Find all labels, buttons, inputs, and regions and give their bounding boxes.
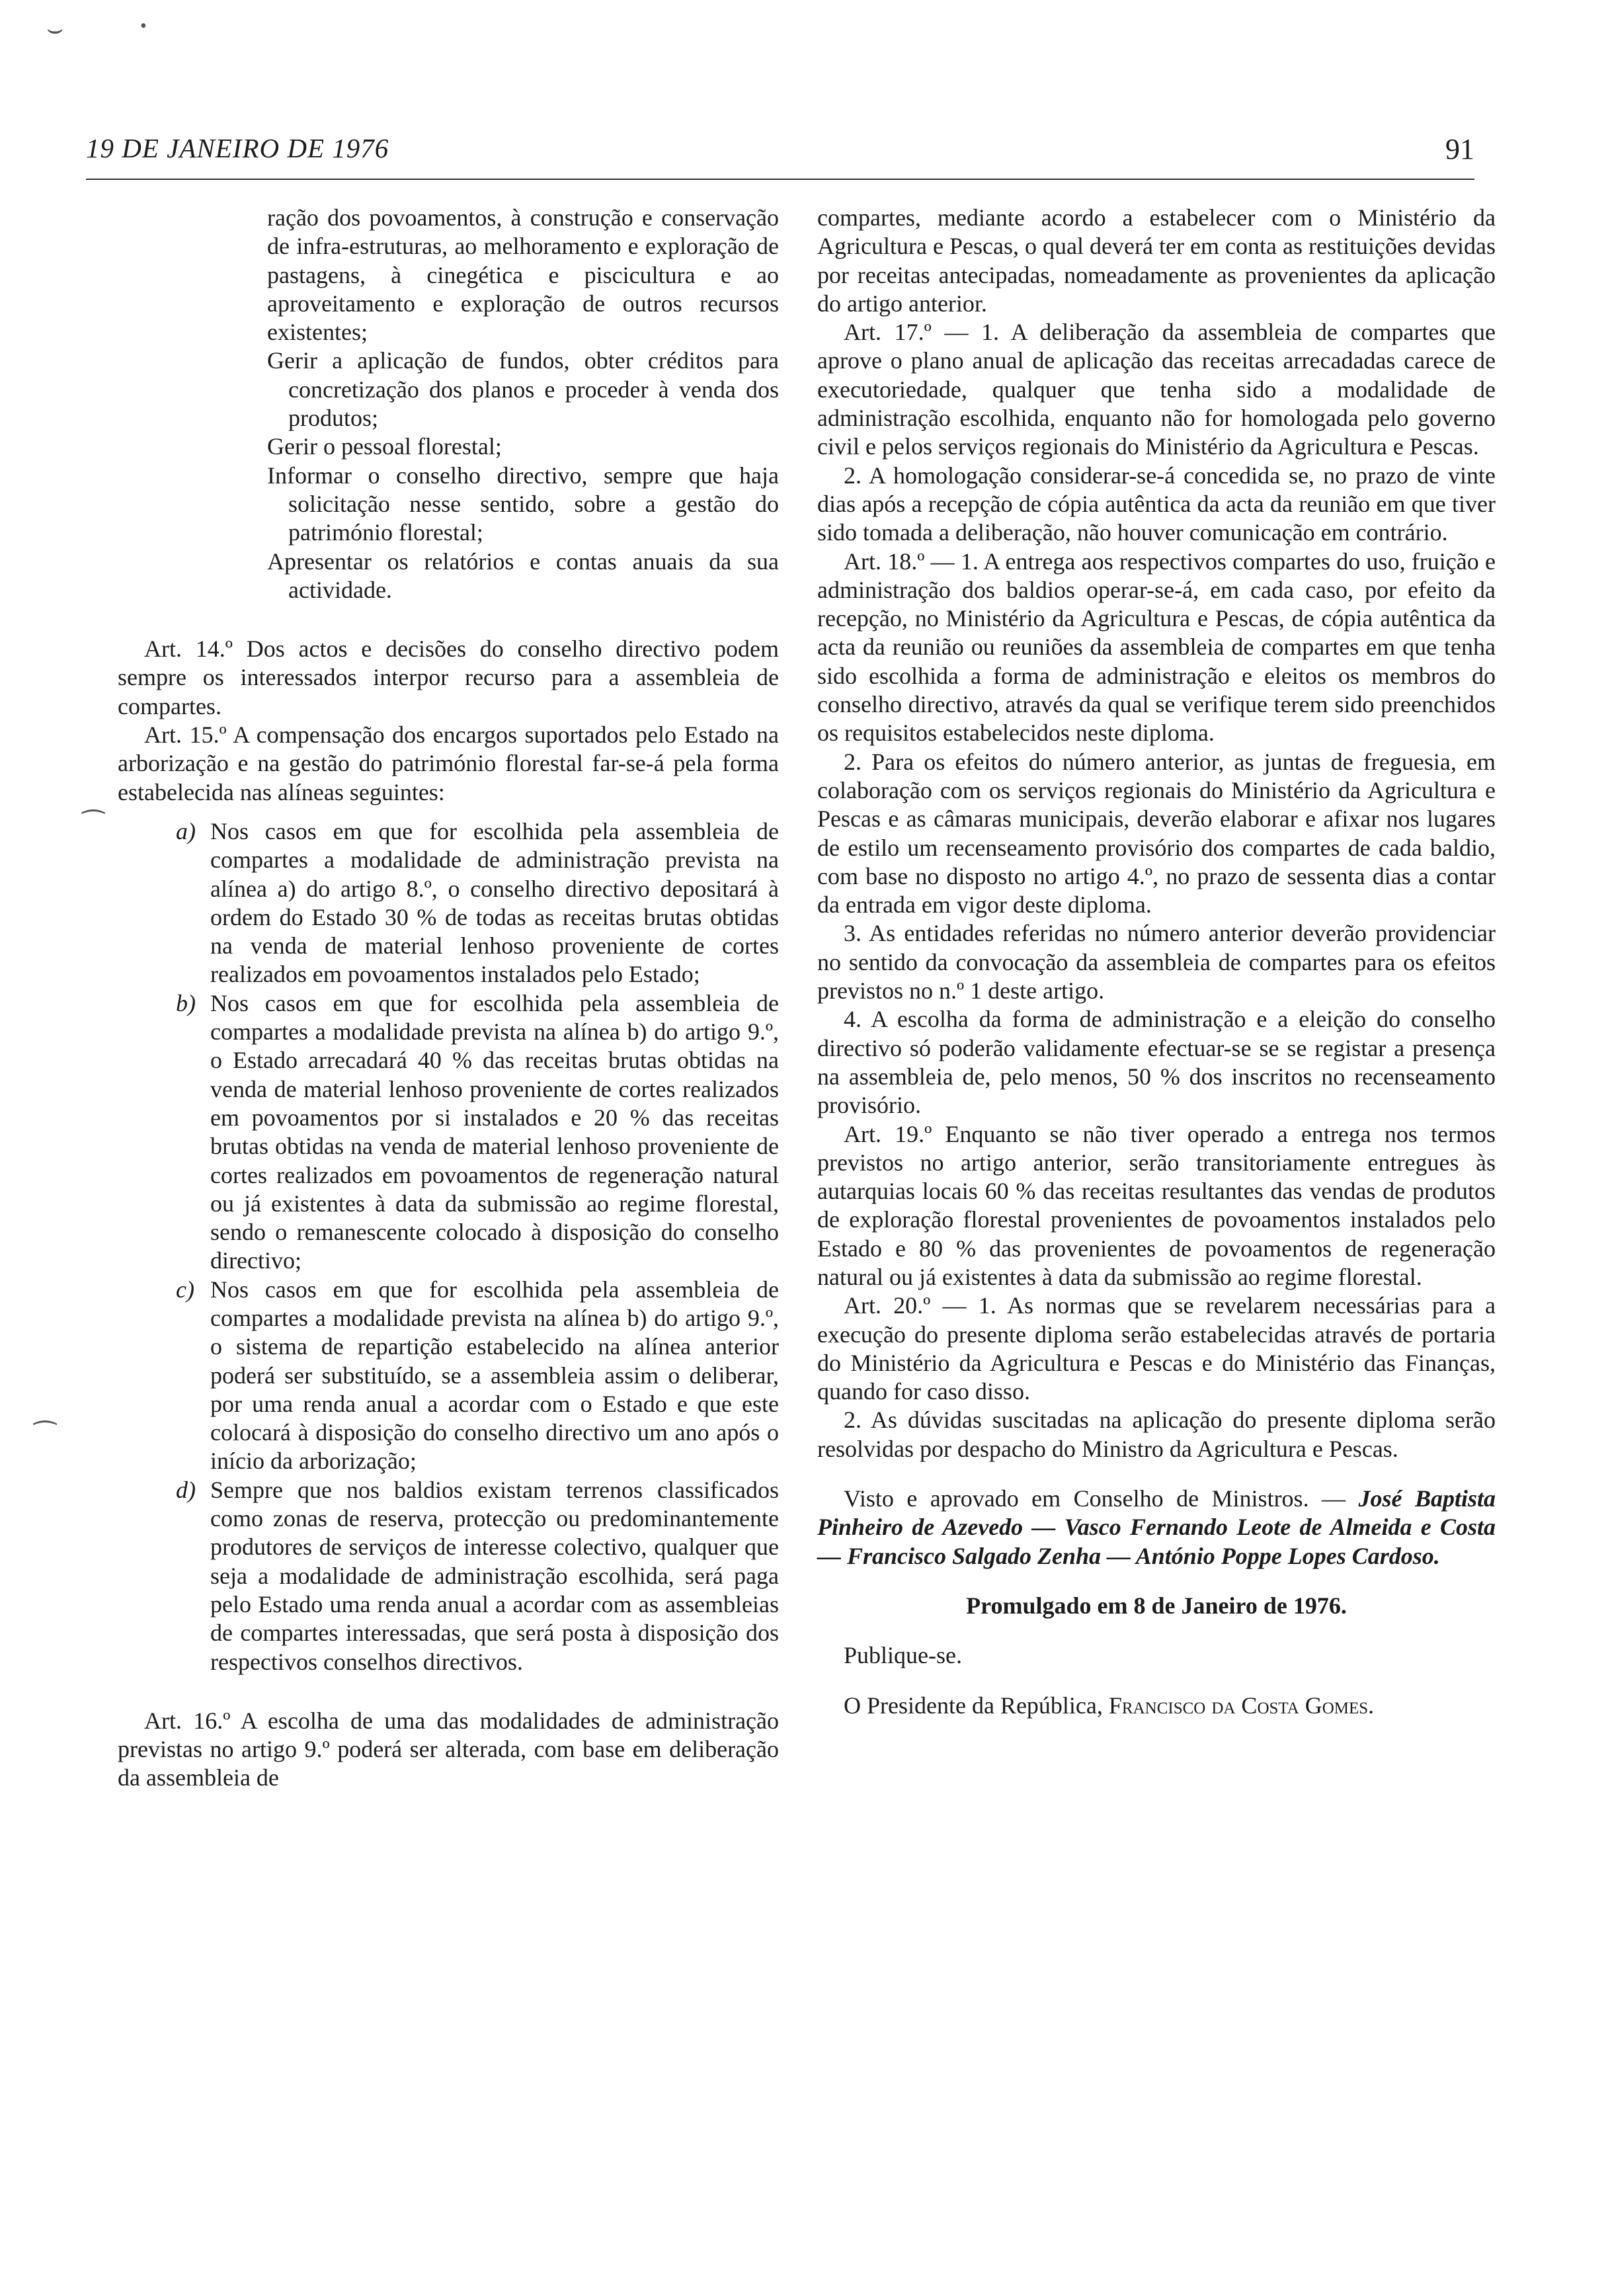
- article-15-items: [176, 817, 779, 1676]
- item-text: Gerir a aplicação de fundos, obter créditos para concretização dos planos e proceder à venda dos produtos;: [267, 347, 779, 432]
- president-name: Francisco da Costa Gomes.: [1108, 1692, 1375, 1719]
- article-16-continuation: compartes, mediante acordo a estabelecer com o Ministério da Agricultura e Pescas, o qual deverá ter em conta as restituições devidas por receitas antecipadas, nomeadamente as provenientes da aplicação do artigo anterior.: [817, 204, 1496, 317]
- promulgation-date: Promulgado em 8 de Janeiro de 1976.: [966, 1592, 1347, 1619]
- article-20-1: Art. 20.º — 1. As normas que se revelarem necessárias para a execução do presente diploma serão estabelecidas através de portaria do Ministério da Agricultura e Pescas e do Ministério das Finanças, quando for caso disso.: [817, 1292, 1496, 1405]
- item-text: Nos casos em que for escolhida pela assembleia de compartes a modalidade prevista na alínea b) do artigo 9.º, o sistema de repartição estabelecido na alínea anterior poderá ser substituído, se a assembleia assim o deliberar, por uma renda anual a acordar com o Estado e que este colocará à disposição do conselho directivo um ano após o início da arborização;: [210, 1276, 779, 1475]
- article-18-2: 2. Para os efeitos do número anterior, as juntas de freguesia, em colaboração com os serviços regionais do Ministério da Agricultura e Pescas e as câmaras municipais, deverão elaborar e afixar nos lugares de estilo um recenseamento provisório dos compartes de cada baldio, com base no disposto no artigo 4.º, no prazo de sessenta dias a contar da entrada em vigor deste diploma.: [817, 748, 1496, 919]
- margin-mark-icon: ⁀: [83, 810, 104, 840]
- minister-signatures: José Baptista Pinheiro de Azevedo — Vasco Fernando Leote de Almeida e Costa — Francisco Salgado Zenha — António Poppe Lopes Cardoso.: [817, 1485, 1496, 1569]
- margin-mark-icon: ⁀: [34, 1421, 56, 1451]
- list-item: [176, 989, 779, 1276]
- page-header: [86, 132, 1474, 185]
- president-signature: [817, 1692, 1496, 1720]
- article-17-1: Art. 17.º — 1. A deliberação da assembleia de compartes que aprove o plano anual de aplicação das receitas arrecadadas carece de executoriedade, qualquer que tenha sido a modalidade de administração escolhida, enquanto não for homologada pelo governo civil e pelos serviços regionais do Ministério da Agricultura e Pescas.: [817, 319, 1496, 460]
- item-text: Nos casos em que for escolhida pela assembleia de compartes a modalidade de administração prevista na alínea a) do artigo 8.º, o conselho directivo depositará à ordem do Estado 30 % de todas as receitas brutas obtidas na venda de material lenhoso proveniente de cortes realizados em povoamentos instalados pelo Estado;: [210, 817, 779, 988]
- approval-text: Visto e aprovado em Conselho de Ministros. —: [844, 1485, 1346, 1512]
- list-item: [176, 817, 779, 989]
- item-text: Informar o conselho directivo, sempre que haja solicitação nesse sentido, sobre a gestão do património florestal;: [267, 462, 779, 546]
- article-16: Art. 16.º A escolha de uma das modalidades de administração previstas no artigo 9.º poderá ser alterada, com base em deliberação da assembleia de: [118, 1707, 779, 1791]
- article-14: Art. 14.º Dos actos e decisões do conselho directivo podem sempre os interessados interpor recurso para a assembleia de compartes.: [118, 636, 779, 719]
- article-19: Art. 19.º Enquanto se não tiver operado a entrega nos termos previstos no artigo anterior, serão transitoriamente entregues às autarquias locais 60 % das receitas resultantes das vendas de produtos de exploração florestal provenientes de povoamentos instalados pelo Estado e 80 % das provenientes de povoamentos de regeneração natural ou já existentes à data da submissão ao regime florestal.: [817, 1120, 1496, 1290]
- right-column: [817, 204, 1496, 1720]
- article-18-1: Art. 18.º — 1. A entrega aos respectivos compartes do uso, fruição e administração dos baldios operar-se-á, em cada caso, por efeito da recepção, no Ministério da Agricultura e Pescas, de cópia autêntica da acta da reunião ou reuniões da assembleia de compartes em que tenha sido escolhida a forma de administração e eleitos os membros do conselho directivo, através da qual se verifique terem sido preenchidos os requisitos estabelecidos neste diploma.: [817, 548, 1496, 747]
- item-label: a): [176, 817, 196, 844]
- art13-items-continuation: [267, 204, 779, 604]
- item-label: d): [176, 1476, 196, 1503]
- header-date: 19 DE JANEIRO DE 1976: [86, 133, 389, 163]
- article-18-3: 3. As entidades referidas no número anterior deverão providenciar no sentido da convocação da assembleia de compartes para os efeitos previstos no n.º 1 deste artigo.: [817, 920, 1496, 1004]
- item-text: Apresentar os relatórios e contas anuais da sua actividade.: [267, 548, 779, 603]
- scan-dot-icon: •: [140, 16, 147, 36]
- item-label: b): [176, 989, 196, 1016]
- item-text: Nos casos em que for escolhida pela assembleia de compartes a modalidade prevista na alínea b) do artigo 9.º, o Estado arrecadará 40 % das receitas brutas obtidas na venda de material lenhoso proveniente de cortes realizados em povoamentos por si instalados e 20 % das receitas brutas obtidas na venda de material lenhoso proveniente de cortes realizados em povoamentos de regeneração natural ou já existentes à data da submissão ao regime florestal, sendo o remanescente colocado à disposição do conselho directivo;: [210, 989, 779, 1274]
- header-rule: [86, 179, 1474, 180]
- article-18-4: 4. A escolha da forma de administração e a eleição do conselho directivo só poderão validamente efectuar-se se se registar a presença na assembleia de, pelo menos, 50 % dos inscritos no recenseamento provisório.: [817, 1006, 1496, 1119]
- article-17-2: 2. A homologação considerar-se-á concedida se, no prazo de vinte dias após a recepção de cópia autêntica da acta da reunião em que tiver sido tomada a deliberação, não houver comunicação em contrário.: [817, 462, 1496, 546]
- item-label: c): [176, 1276, 194, 1303]
- item-text: Gerir o pessoal florestal;: [267, 433, 502, 460]
- left-column: [118, 204, 779, 1793]
- publish-order: Publique-se.: [844, 1642, 962, 1669]
- item-text: ração dos povoamentos, à construção e conservação de infra-estruturas, ao melhoramento e exploração de pastagens, à cinegética e piscicultura e ao aproveitamento e exploração de outros recursos existentes;: [267, 204, 779, 346]
- article-20-2: 2. As dúvidas suscitadas na aplicação do presente diploma serão resolvidas por despacho do Ministro da Agricultura e Pescas.: [817, 1407, 1496, 1462]
- item-text: Sempre que nos baldios existam terrenos classificados como zonas de reserva, protecção ou predominantemente produtores de serviços de interesse colectivo, qualquer que seja a modalidade de administração escolhida, será paga pelo Estado uma renda anual a acordar com as assembleias de compartes interessadas, que será posta à disposição dos respectivos conselhos directivos.: [210, 1476, 779, 1675]
- list-item: [176, 1476, 779, 1676]
- page-number: 91: [1445, 133, 1474, 165]
- article-15-intro: Art. 15.º A compensação dos encargos suportados pelo Estado na arborização e na gestão do património florestal far-se-á pela forma estabelecida nas alíneas seguintes:: [118, 721, 779, 805]
- scan-mark-icon: ⌣: [46, 14, 64, 44]
- approval-statement: [817, 1485, 1496, 1571]
- president-prefix: O Presidente da República,: [844, 1692, 1103, 1719]
- list-item: [176, 1276, 779, 1476]
